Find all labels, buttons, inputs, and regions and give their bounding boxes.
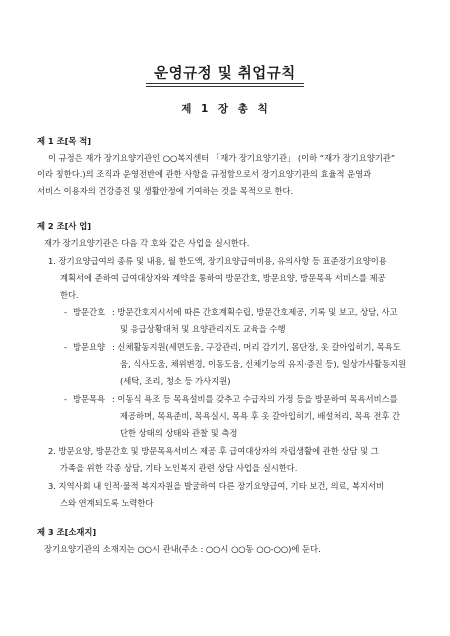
chapter-heading: 제 1 장 총 칙 [181, 103, 269, 115]
sub-item-line: 및 응급상황대처 및 요양관리지도 교육을 수행 [120, 324, 286, 334]
sub-item-line: 제공하며, 목욕준비, 목욕실시, 목욕 후 옷 갈아입히기, 배설처리, 목욕 전후 간 [120, 411, 401, 421]
article-2-item-2-line: 가족을 위한 각종 상담, 기타 노인복지 관련 상담 사업을 실시한다. [60, 463, 298, 473]
sub-item-line: : 방문간호지시서에 따른 간호계획수립, 방문간호제공, 기록 및 보고, 상담, 사고 [112, 307, 398, 317]
article-2-item-2-line: 2. 방문요양, 방문간호 및 방문목욕서비스 제공 후 급여대상자의 자립생활에 관한 상담 및 그 [48, 446, 379, 456]
list-dash: - [64, 342, 67, 352]
sub-item-line: 움, 식사도움, 체위변경, 이동도움, 신체기능의 유지·증진 등), 일상가사활동지원 [120, 359, 406, 369]
article-2-intro: 재가 장기요양기관은 다음 각 호와 같은 사업을 실시한다. [44, 238, 250, 248]
sub-item-label: 방문간호 [73, 307, 106, 317]
sub-item-line: 단한 상태의 상태와 관찰 및 측정 [120, 428, 238, 438]
sub-item-line: (세탁, 조리, 청소 등 가사지원) [120, 376, 231, 386]
title-underline-bottom [146, 86, 304, 87]
sub-item-label: 방문목욕 [73, 394, 106, 404]
article-2-item-1-line: 한다. [60, 290, 79, 300]
sub-item-line: : 이동식 욕조 등 목욕설비를 갖추고 수급자의 가정 등을 방문하여 목욕서비스를 [112, 394, 398, 404]
list-dash: - [64, 394, 67, 404]
article-2-item-3-line: 3. 지역사회 내 인적·물적 복지자원을 발굴하여 다른 장기요양급여, 기타 보건, 의료, 복지서비 [48, 481, 385, 491]
article-1-line: 서비스 이용자의 건강증진 및 생활안정에 기여하는 것을 목적으로 한다. [37, 186, 294, 196]
title-underline-top [146, 83, 304, 84]
document-title: 운영규정 및 취업규칙 [154, 66, 296, 82]
article-3-heading: 제 3 조[소재지] [37, 527, 97, 537]
sub-item-label: 방문요양 [73, 342, 106, 352]
article-1-line: 이라 칭한다.)의 조직과 운영전반에 관한 사항을 규정함으로서 장기요양기관의 효율적 운영과 [37, 169, 372, 179]
article-2-item-1-line: 1. 장기요양급여의 종류 및 내용, 월 한도액, 장기요양급여비용, 유의사항 등 표준장기요양이용 [48, 256, 387, 266]
article-2-item-1-line: 계획서에 준하여 급여대상자와 계약을 통하여 방문간호, 방문요양, 방문목욕 서비스를 제공 [60, 273, 386, 283]
sub-item-line: : 신체활동지원(세면도움, 구강관리, 머리 감기기, 몸단장, 옷 갈아입히기, 목욕도 [112, 342, 401, 352]
list-dash: - [64, 307, 67, 317]
article-2-heading: 제 2 조[사 업] [37, 221, 92, 231]
article-3-line: 장기요양기관의 소재지는 ○○시 관내(주소 : ○○시 ○○동 ○○-○○)에 둔다. [44, 544, 321, 554]
article-2-item-3-line: 스와 연계되도록 노력한다 [60, 498, 154, 508]
article-1-heading: 제 1 조[목 적] [37, 136, 92, 146]
article-1-line: 이 규정은 재가 장기요양기관인 ○○복지센터 「재가 장기요양기관」 (이하 “재가 장기요양기관” [48, 153, 396, 163]
